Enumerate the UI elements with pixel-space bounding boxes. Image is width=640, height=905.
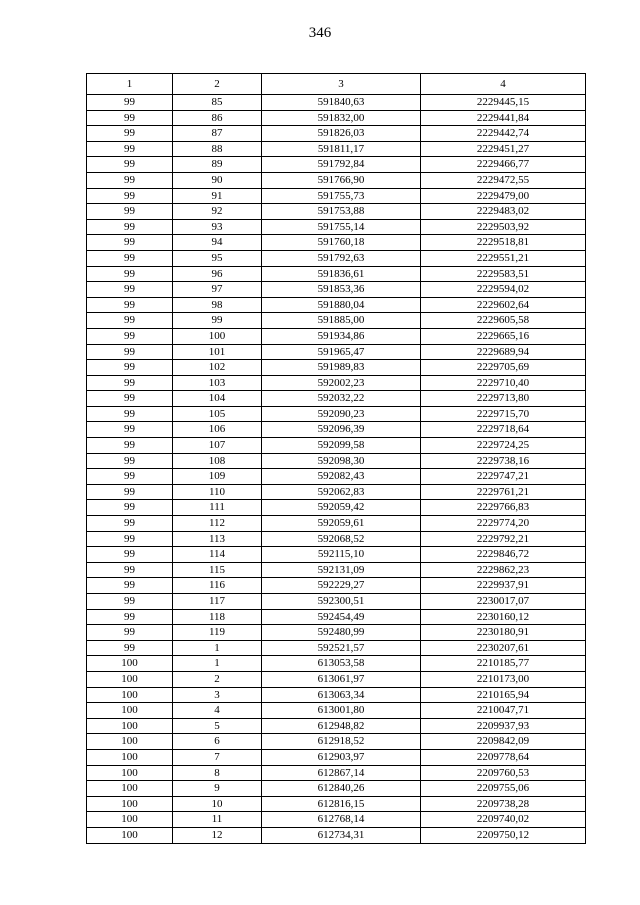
cell-col-4: 2209778,64 bbox=[421, 749, 586, 765]
cell-col-4: 2209937,93 bbox=[421, 718, 586, 734]
cell-col-2: 7 bbox=[173, 749, 262, 765]
cell-col-1: 100 bbox=[87, 656, 173, 672]
table-row bbox=[87, 796, 586, 812]
cell-col-3: 612903,97 bbox=[262, 749, 421, 765]
cell-col-2: 8 bbox=[173, 765, 262, 781]
cell-col-3: 592082,43 bbox=[262, 469, 421, 485]
table-row bbox=[87, 422, 586, 438]
cell-col-2: 119 bbox=[173, 625, 262, 641]
cell-col-2: 86 bbox=[173, 110, 262, 126]
column-header-2: 2 bbox=[173, 74, 262, 95]
cell-col-2: 103 bbox=[173, 375, 262, 391]
cell-col-3: 592099,58 bbox=[262, 438, 421, 454]
table-row bbox=[87, 671, 586, 687]
cell-col-1: 99 bbox=[87, 141, 173, 157]
column-header-3: 3 bbox=[262, 74, 421, 95]
cell-col-2: 9 bbox=[173, 781, 262, 797]
cell-col-4: 2229846,72 bbox=[421, 547, 586, 563]
cell-col-2: 112 bbox=[173, 516, 262, 532]
cell-col-4: 2229689,94 bbox=[421, 344, 586, 360]
cell-col-4: 2209738,28 bbox=[421, 796, 586, 812]
cell-col-1: 99 bbox=[87, 406, 173, 422]
cell-col-2: 102 bbox=[173, 360, 262, 376]
cell-col-1: 99 bbox=[87, 562, 173, 578]
cell-col-3: 592059,42 bbox=[262, 500, 421, 516]
cell-col-3: 591832,00 bbox=[262, 110, 421, 126]
table-row bbox=[87, 547, 586, 563]
cell-col-3: 612867,14 bbox=[262, 765, 421, 781]
cell-col-4: 2229718,64 bbox=[421, 422, 586, 438]
table-row bbox=[87, 531, 586, 547]
cell-col-4: 2229862,23 bbox=[421, 562, 586, 578]
cell-col-3: 592059,61 bbox=[262, 516, 421, 532]
cell-col-3: 612840,26 bbox=[262, 781, 421, 797]
cell-col-4: 2209740,02 bbox=[421, 812, 586, 828]
cell-col-1: 100 bbox=[87, 718, 173, 734]
table-row bbox=[87, 282, 586, 298]
cell-col-2: 12 bbox=[173, 827, 262, 843]
table-row bbox=[87, 204, 586, 220]
cell-col-3: 591853,36 bbox=[262, 282, 421, 298]
cell-col-3: 612734,31 bbox=[262, 827, 421, 843]
cell-col-4: 2229792,21 bbox=[421, 531, 586, 547]
cell-col-3: 613063,34 bbox=[262, 687, 421, 703]
table-row bbox=[87, 687, 586, 703]
cell-col-4: 2229937,91 bbox=[421, 578, 586, 594]
cell-col-2: 111 bbox=[173, 500, 262, 516]
cell-col-2: 89 bbox=[173, 157, 262, 173]
cell-col-2: 2 bbox=[173, 671, 262, 687]
cell-col-4: 2229705,69 bbox=[421, 360, 586, 376]
cell-col-2: 92 bbox=[173, 204, 262, 220]
cell-col-2: 101 bbox=[173, 344, 262, 360]
cell-col-3: 592062,83 bbox=[262, 484, 421, 500]
table-row bbox=[87, 141, 586, 157]
cell-col-2: 10 bbox=[173, 796, 262, 812]
cell-col-2: 110 bbox=[173, 484, 262, 500]
cell-col-1: 99 bbox=[87, 422, 173, 438]
cell-col-2: 93 bbox=[173, 219, 262, 235]
cell-col-1: 99 bbox=[87, 360, 173, 376]
cell-col-2: 94 bbox=[173, 235, 262, 251]
cell-col-3: 591755,14 bbox=[262, 219, 421, 235]
cell-col-3: 592096,39 bbox=[262, 422, 421, 438]
cell-col-3: 591934,86 bbox=[262, 328, 421, 344]
table-row bbox=[87, 328, 586, 344]
cell-col-1: 99 bbox=[87, 172, 173, 188]
cell-col-3: 592131,09 bbox=[262, 562, 421, 578]
cell-col-3: 591753,88 bbox=[262, 204, 421, 220]
cell-col-1: 99 bbox=[87, 547, 173, 563]
cell-col-3: 592002,23 bbox=[262, 375, 421, 391]
cell-col-3: 591766,90 bbox=[262, 172, 421, 188]
cell-col-1: 99 bbox=[87, 266, 173, 282]
table-row bbox=[87, 126, 586, 142]
cell-col-1: 100 bbox=[87, 687, 173, 703]
cell-col-1: 99 bbox=[87, 219, 173, 235]
table-row bbox=[87, 484, 586, 500]
cell-col-3: 591826,03 bbox=[262, 126, 421, 142]
column-header-4: 4 bbox=[421, 74, 586, 95]
cell-col-3: 591755,73 bbox=[262, 188, 421, 204]
table-header-row bbox=[87, 74, 586, 95]
cell-col-3: 592229,27 bbox=[262, 578, 421, 594]
table-row bbox=[87, 95, 586, 111]
cell-col-4: 2209755,06 bbox=[421, 781, 586, 797]
cell-col-1: 99 bbox=[87, 313, 173, 329]
cell-col-2: 109 bbox=[173, 469, 262, 485]
cell-col-1: 99 bbox=[87, 110, 173, 126]
cell-col-2: 88 bbox=[173, 141, 262, 157]
table-row bbox=[87, 703, 586, 719]
table-row bbox=[87, 734, 586, 750]
table-row bbox=[87, 344, 586, 360]
cell-col-1: 100 bbox=[87, 671, 173, 687]
cell-col-4: 2229713,80 bbox=[421, 391, 586, 407]
cell-col-4: 2229602,64 bbox=[421, 297, 586, 313]
cell-col-2: 118 bbox=[173, 609, 262, 625]
cell-col-4: 2229747,21 bbox=[421, 469, 586, 485]
cell-col-1: 100 bbox=[87, 781, 173, 797]
cell-col-3: 591880,04 bbox=[262, 297, 421, 313]
cell-col-4: 2229715,70 bbox=[421, 406, 586, 422]
cell-col-1: 100 bbox=[87, 749, 173, 765]
column-header-1: 1 bbox=[87, 74, 173, 95]
cell-col-3: 591885,00 bbox=[262, 313, 421, 329]
cell-col-1: 100 bbox=[87, 734, 173, 750]
cell-col-4: 2210047,71 bbox=[421, 703, 586, 719]
cell-col-2: 5 bbox=[173, 718, 262, 734]
cell-col-4: 2229451,27 bbox=[421, 141, 586, 157]
cell-col-2: 6 bbox=[173, 734, 262, 750]
cell-col-1: 99 bbox=[87, 126, 173, 142]
cell-col-2: 85 bbox=[173, 95, 262, 111]
cell-col-3: 612918,52 bbox=[262, 734, 421, 750]
cell-col-4: 2229466,77 bbox=[421, 157, 586, 173]
cell-col-3: 613001,80 bbox=[262, 703, 421, 719]
cell-col-3: 591989,83 bbox=[262, 360, 421, 376]
cell-col-1: 100 bbox=[87, 812, 173, 828]
coordinates-table bbox=[86, 73, 586, 844]
cell-col-3: 592068,52 bbox=[262, 531, 421, 547]
cell-col-3: 613061,97 bbox=[262, 671, 421, 687]
cell-col-3: 591792,63 bbox=[262, 250, 421, 266]
cell-col-4: 2229738,16 bbox=[421, 453, 586, 469]
cell-col-2: 90 bbox=[173, 172, 262, 188]
cell-col-4: 2210165,94 bbox=[421, 687, 586, 703]
cell-col-3: 592454,49 bbox=[262, 609, 421, 625]
cell-col-1: 99 bbox=[87, 344, 173, 360]
table-row bbox=[87, 391, 586, 407]
cell-col-4: 2210185,77 bbox=[421, 656, 586, 672]
table-row bbox=[87, 469, 586, 485]
cell-col-1: 99 bbox=[87, 157, 173, 173]
table-row bbox=[87, 219, 586, 235]
table-row bbox=[87, 516, 586, 532]
cell-col-2: 106 bbox=[173, 422, 262, 438]
cell-col-4: 2210173,00 bbox=[421, 671, 586, 687]
cell-col-2: 11 bbox=[173, 812, 262, 828]
cell-col-2: 115 bbox=[173, 562, 262, 578]
cell-col-1: 99 bbox=[87, 188, 173, 204]
cell-col-3: 592032,22 bbox=[262, 391, 421, 407]
cell-col-1: 99 bbox=[87, 531, 173, 547]
cell-col-1: 99 bbox=[87, 438, 173, 454]
cell-col-3: 591811,17 bbox=[262, 141, 421, 157]
table-row bbox=[87, 188, 586, 204]
table-row bbox=[87, 438, 586, 454]
cell-col-4: 2209760,53 bbox=[421, 765, 586, 781]
cell-col-3: 591760,18 bbox=[262, 235, 421, 251]
cell-col-4: 2229766,83 bbox=[421, 500, 586, 516]
cell-col-2: 97 bbox=[173, 282, 262, 298]
cell-col-1: 100 bbox=[87, 827, 173, 843]
cell-col-2: 100 bbox=[173, 328, 262, 344]
cell-col-4: 2209842,09 bbox=[421, 734, 586, 750]
cell-col-3: 592300,51 bbox=[262, 594, 421, 610]
cell-col-4: 2229605,58 bbox=[421, 313, 586, 329]
cell-col-1: 99 bbox=[87, 328, 173, 344]
cell-col-1: 100 bbox=[87, 796, 173, 812]
table-row bbox=[87, 110, 586, 126]
cell-col-2: 99 bbox=[173, 313, 262, 329]
table-row bbox=[87, 297, 586, 313]
cell-col-1: 100 bbox=[87, 765, 173, 781]
cell-col-2: 95 bbox=[173, 250, 262, 266]
table-row bbox=[87, 235, 586, 251]
cell-col-2: 113 bbox=[173, 531, 262, 547]
table-row bbox=[87, 375, 586, 391]
cell-col-3: 591965,47 bbox=[262, 344, 421, 360]
table-row bbox=[87, 406, 586, 422]
cell-col-2: 114 bbox=[173, 547, 262, 563]
table-row bbox=[87, 172, 586, 188]
table-body bbox=[87, 95, 586, 844]
table-row bbox=[87, 157, 586, 173]
cell-col-1: 99 bbox=[87, 516, 173, 532]
table-row bbox=[87, 500, 586, 516]
cell-col-2: 116 bbox=[173, 578, 262, 594]
cell-col-4: 2229503,92 bbox=[421, 219, 586, 235]
table-row bbox=[87, 313, 586, 329]
cell-col-3: 592098,30 bbox=[262, 453, 421, 469]
cell-col-3: 592480,99 bbox=[262, 625, 421, 641]
cell-col-1: 99 bbox=[87, 640, 173, 656]
cell-col-2: 117 bbox=[173, 594, 262, 610]
cell-col-4: 2229472,55 bbox=[421, 172, 586, 188]
table-row bbox=[87, 765, 586, 781]
cell-col-2: 104 bbox=[173, 391, 262, 407]
cell-col-4: 2229583,51 bbox=[421, 266, 586, 282]
cell-col-1: 100 bbox=[87, 703, 173, 719]
table-row bbox=[87, 453, 586, 469]
cell-col-2: 91 bbox=[173, 188, 262, 204]
table-row bbox=[87, 625, 586, 641]
cell-col-3: 592090,23 bbox=[262, 406, 421, 422]
table-row bbox=[87, 360, 586, 376]
cell-col-3: 613053,58 bbox=[262, 656, 421, 672]
cell-col-4: 2229724,25 bbox=[421, 438, 586, 454]
cell-col-2: 98 bbox=[173, 297, 262, 313]
cell-col-4: 2229483,02 bbox=[421, 204, 586, 220]
table-row bbox=[87, 578, 586, 594]
cell-col-2: 3 bbox=[173, 687, 262, 703]
table-row bbox=[87, 250, 586, 266]
cell-col-1: 99 bbox=[87, 609, 173, 625]
cell-col-2: 1 bbox=[173, 656, 262, 672]
cell-col-1: 99 bbox=[87, 453, 173, 469]
cell-col-1: 99 bbox=[87, 235, 173, 251]
table-row bbox=[87, 827, 586, 843]
page-number: 346 bbox=[308, 25, 332, 41]
cell-col-4: 2230017,07 bbox=[421, 594, 586, 610]
cell-col-4: 2229518,81 bbox=[421, 235, 586, 251]
cell-col-4: 2229479,00 bbox=[421, 188, 586, 204]
cell-col-1: 99 bbox=[87, 95, 173, 111]
cell-col-3: 591792,84 bbox=[262, 157, 421, 173]
table-row bbox=[87, 609, 586, 625]
table-row bbox=[87, 640, 586, 656]
table-row bbox=[87, 781, 586, 797]
cell-col-1: 99 bbox=[87, 250, 173, 266]
cell-col-4: 2229442,74 bbox=[421, 126, 586, 142]
cell-col-1: 99 bbox=[87, 297, 173, 313]
cell-col-3: 612948,82 bbox=[262, 718, 421, 734]
table-row bbox=[87, 594, 586, 610]
cell-col-4: 2229761,21 bbox=[421, 484, 586, 500]
cell-col-1: 99 bbox=[87, 204, 173, 220]
cell-col-4: 2229774,20 bbox=[421, 516, 586, 532]
table-row bbox=[87, 266, 586, 282]
cell-col-4: 2229445,15 bbox=[421, 95, 586, 111]
cell-col-3: 592115,10 bbox=[262, 547, 421, 563]
table-row bbox=[87, 656, 586, 672]
cell-col-1: 99 bbox=[87, 500, 173, 516]
cell-col-1: 99 bbox=[87, 625, 173, 641]
cell-col-2: 96 bbox=[173, 266, 262, 282]
table-row bbox=[87, 749, 586, 765]
cell-col-3: 592521,57 bbox=[262, 640, 421, 656]
cell-col-3: 612768,14 bbox=[262, 812, 421, 828]
cell-col-1: 99 bbox=[87, 282, 173, 298]
cell-col-1: 99 bbox=[87, 578, 173, 594]
cell-col-4: 2229665,16 bbox=[421, 328, 586, 344]
cell-col-4: 2229594,02 bbox=[421, 282, 586, 298]
cell-col-1: 99 bbox=[87, 484, 173, 500]
table-row bbox=[87, 812, 586, 828]
cell-col-1: 99 bbox=[87, 469, 173, 485]
cell-col-1: 99 bbox=[87, 391, 173, 407]
cell-col-4: 2229551,21 bbox=[421, 250, 586, 266]
cell-col-2: 107 bbox=[173, 438, 262, 454]
cell-col-4: 2209750,12 bbox=[421, 827, 586, 843]
cell-col-2: 105 bbox=[173, 406, 262, 422]
cell-col-4: 2230207,61 bbox=[421, 640, 586, 656]
cell-col-3: 591840,63 bbox=[262, 95, 421, 111]
cell-col-4: 2230180,91 bbox=[421, 625, 586, 641]
cell-col-2: 87 bbox=[173, 126, 262, 142]
cell-col-4: 2230160,12 bbox=[421, 609, 586, 625]
cell-col-4: 2229441,84 bbox=[421, 110, 586, 126]
table-row bbox=[87, 562, 586, 578]
cell-col-3: 612816,15 bbox=[262, 796, 421, 812]
cell-col-3: 591836,61 bbox=[262, 266, 421, 282]
cell-col-4: 2229710,40 bbox=[421, 375, 586, 391]
cell-col-2: 4 bbox=[173, 703, 262, 719]
cell-col-1: 99 bbox=[87, 375, 173, 391]
cell-col-1: 99 bbox=[87, 594, 173, 610]
cell-col-2: 1 bbox=[173, 640, 262, 656]
cell-col-2: 108 bbox=[173, 453, 262, 469]
table-row bbox=[87, 718, 586, 734]
